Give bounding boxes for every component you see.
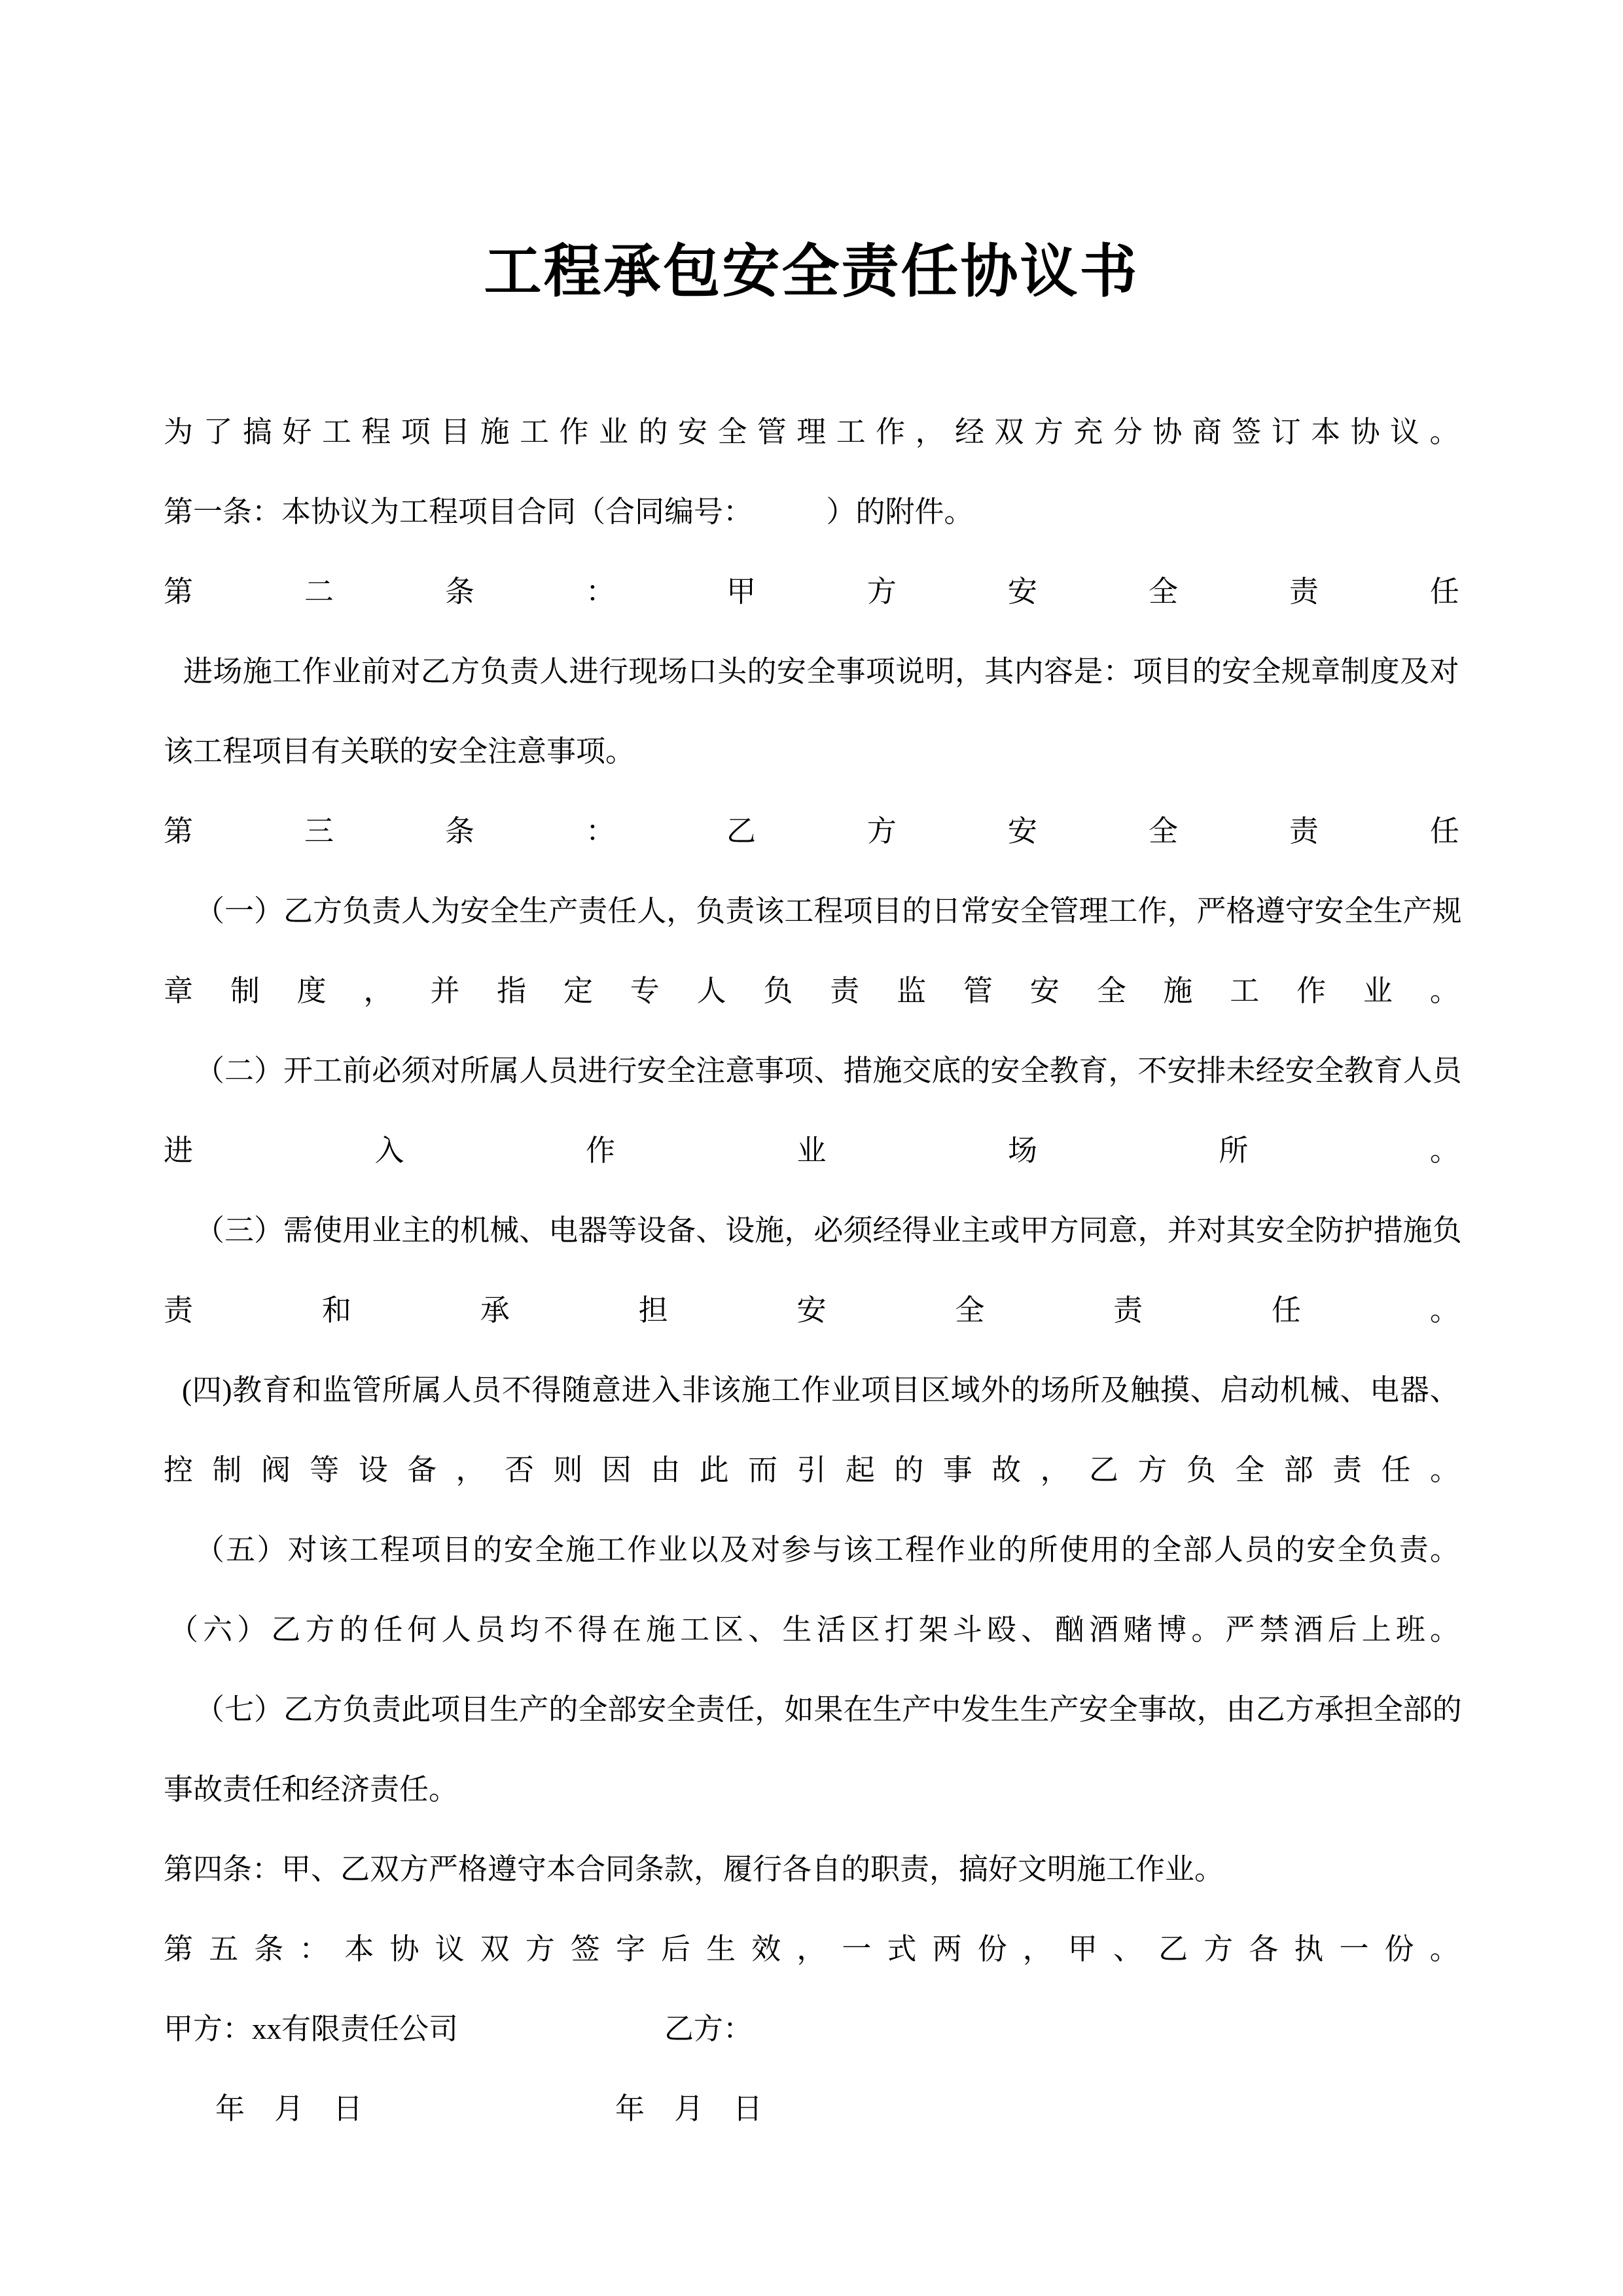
paragraph-line: （ 七 ） 乙 方 负 责 此 项 目 生 产 的 全 部 安 全 责 任 ， 如 果 在 生 产 中 发 生 生 产 安 全 事 故 ， 由 乙 方 承 担 全 部 的 [195, 1693, 1462, 1726]
paragraph-line: 第 二 条 ： 甲 方 安 全 责 任 [164, 575, 1459, 608]
paragraph-line: （ 一 ） 乙 方 负 责 人 为 安 全 生 产 责 任 人 ， 负 责 该 工 程 项 目 的 日 常 安 全 管 理 工 作 ， 严 格 遵 守 安 全 生 产 规 [195, 895, 1462, 927]
paragraph-line: 控 制 阀 等 设 备 ， 否 则 因 由 此 而 引 起 的 事 故 ， 乙 方 负 全 部 责 任 。 [164, 1454, 1459, 1486]
party-a-date: 年 月 日 [215, 2092, 363, 2125]
paragraph-line: 事故责任和经济责任。 [164, 1773, 459, 1806]
signature-row [164, 1989, 1459, 2069]
paragraph-line: 第四条：甲、乙双方严格遵守本合同条款，履行各自的职责，搞好文明施工作业。 [164, 1853, 1224, 1886]
paragraph-line: 责 和 承 担 安 全 责 任 。 [164, 1294, 1459, 1327]
paragraph-line: 进 入 作 业 场 所 。 [164, 1134, 1459, 1167]
document-title: 工程承包安全责任协议书 [484, 241, 1139, 304]
paragraph-line: （ 三 ） 需 使 用 业 主 的 机 械 、 电 器 等 设 备 、 设 施 ， 必 须 经 得 业 主 或 甲 方 同 意 ， 并 对 其 安 全 防 护 措 施 负 [195, 1214, 1462, 1247]
paragraph-line: （ 六 ） 乙 方 的 任 何 人 员 均 不 得 在 施 工 区 、 生 活 区 打 架 斗 殴 、 酗 酒 赌 博 。 严 禁 酒 后 上 班 。 [169, 1613, 1459, 1646]
paragraph-line: 该工程项目有关联的安全注意事项。 [164, 735, 635, 768]
document-lines [164, 392, 1462, 1989]
paragraph-line: 第 三 条 ： 乙 方 安 全 责 任 [164, 815, 1459, 848]
party-b-label: 乙方： [664, 2013, 753, 2045]
paragraph-line: （ 五 ） 对 该 工 程 项 目 的 安 全 施 工 作 业 以 及 对 参 与 该 工 程 作 业 的 所 使 用 的 全 部 人 员 的 安 全 负 责 。 [195, 1534, 1459, 1566]
paragraph-line: 第 五 条 ： 本 协 议 双 方 签 字 后 生 效 ， 一 式 两 份 ， 甲 、 乙 方 各 执 一 份 。 [164, 1933, 1459, 1965]
party-b-date: 年 月 日 [615, 2092, 763, 2125]
paragraph-line: 为 了 搞 好 工 程 项 目 施 工 作 业 的 安 全 管 理 工 作 ， 经 双 方 充 分 协 商 签 订 本 协 议 。 [164, 416, 1459, 448]
paragraph-line: （ 二 ） 开 工 前 必 须 对 所 属 人 员 进 行 安 全 注 意 事 项 、 措 施 交 底 的 安 全 教 育 ， 不 安 排 未 经 安 全 教 育 人 员 [195, 1054, 1462, 1087]
party-a-label: 甲方：xx有限责任公司 [164, 2013, 459, 2045]
paragraph-line: 第一条：本协议为工程项目合同（合同编号： ）的附件。 [164, 495, 974, 528]
paragraph-line: 章 制 度 ， 并 指 定 专 人 负 责 监 管 安 全 施 工 作 业 。 [164, 975, 1459, 1007]
paragraph-line: 进 场 施 工 作 业 前 对 乙 方 负 责 人 进 行 现 场 口 头 的 安 全 事 项 说 明 ， 其 内 容 是 ： 项 目 的 安 全 规 章 制 度 及 对 [183, 655, 1459, 688]
document-body [164, 392, 1462, 2149]
date-row [164, 2069, 1459, 2149]
paragraph-line: ( 四 ) 教 育 和 监 管 所 属 人 员 不 得 随 意 进 入 非 该 施 工 作 业 项 目 区 域 外 的 场 所 及 触 摸 、 启 动 机 械 、 电 器 、 [182, 1374, 1459, 1407]
